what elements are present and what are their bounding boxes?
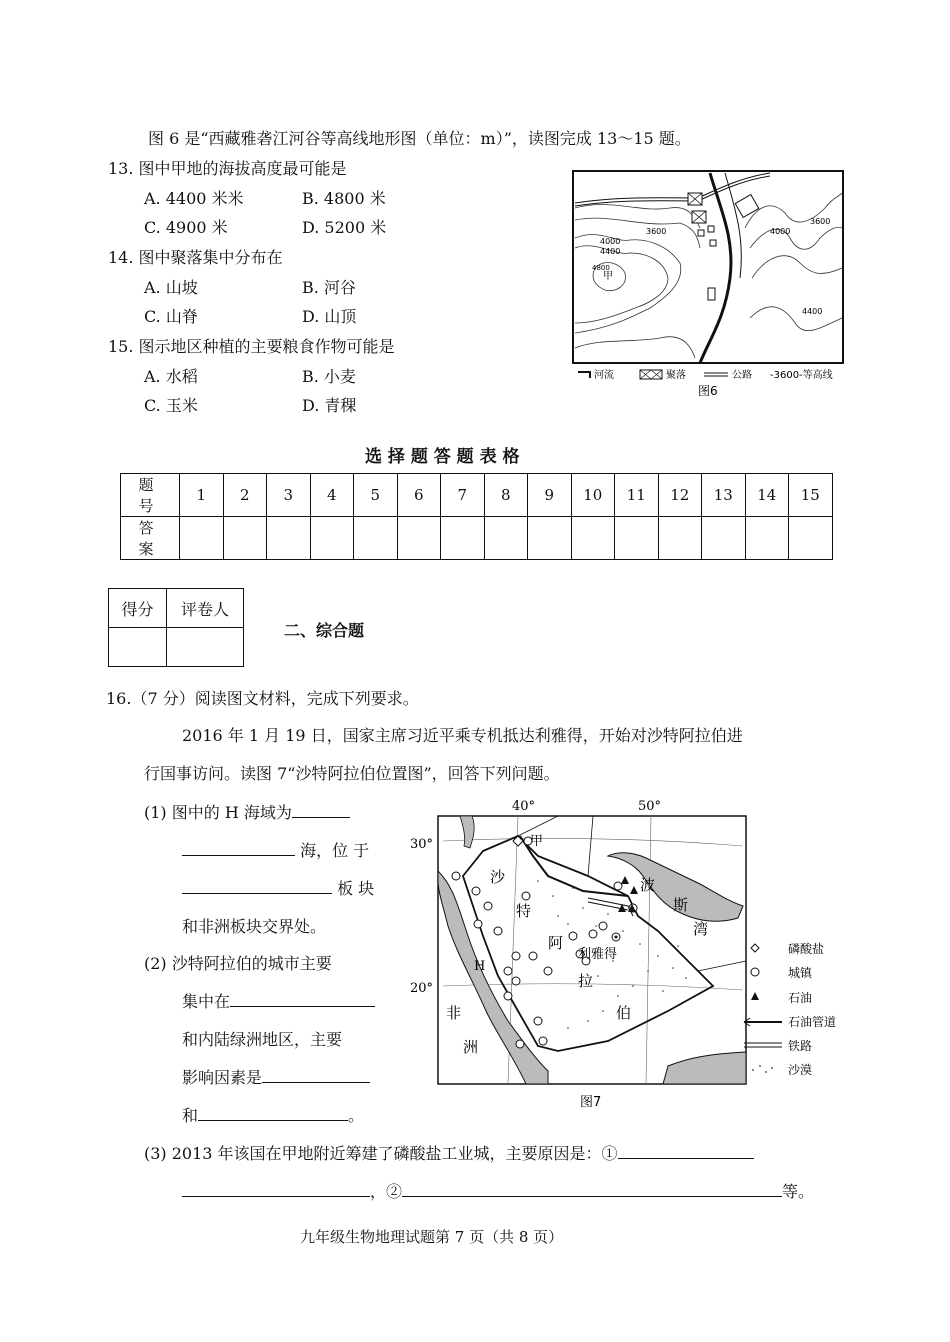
question-number-cell: 2 — [223, 474, 267, 517]
legend-road: 公路 — [732, 370, 752, 381]
legend-desert: 沙漠 — [788, 1063, 813, 1077]
grader-label: 评卷人 — [167, 589, 244, 628]
answer-cell[interactable] — [223, 517, 267, 560]
option: C. 4900 米 — [144, 218, 228, 237]
q16-part2-text: 。 — [348, 1106, 365, 1125]
q16-part2-text: (2) 沙特阿拉伯的城市主要 — [144, 954, 332, 973]
fig6-caption: 图6 — [698, 384, 718, 398]
answer-blank[interactable] — [262, 1066, 370, 1083]
q16-part2-text: 和内陆绿洲地区，主要 — [182, 1030, 343, 1049]
q16-part3-line — [182, 1179, 814, 1202]
q16-part2-text: 和 — [182, 1106, 199, 1125]
answer-cell[interactable] — [441, 517, 485, 560]
question-number-cell: 15 — [789, 474, 833, 517]
question-number-cell: 10 — [571, 474, 615, 517]
question-number-cell: 9 — [528, 474, 572, 517]
answer-blank[interactable] — [292, 801, 350, 818]
legend-railway: 铁路 — [788, 1039, 813, 1053]
lat-label: 30° — [410, 837, 434, 852]
map-label: 特 — [516, 902, 532, 920]
option: B. 河谷 — [302, 278, 356, 297]
q16-part2-line — [182, 1065, 370, 1088]
option: C. 山脊 — [144, 307, 198, 326]
map-label: 湾 — [693, 920, 709, 938]
q16-part1-text: (1) 图中的 H 海域为 — [144, 803, 292, 822]
option: A. 水稻 — [144, 367, 198, 386]
q16-part2-text: 影响因素是 — [182, 1068, 263, 1087]
answer-cell[interactable] — [702, 517, 746, 560]
q16-part2-line — [182, 989, 375, 1012]
map-label: 斯 — [673, 896, 689, 914]
option: D. 5200 米 — [302, 218, 387, 237]
map-label: 波 — [640, 876, 656, 894]
q16-part1-text: 和非洲板块交界处。 — [182, 917, 327, 936]
q16-paragraph: 2016 年 1 月 19 日，国家主席习近平乘专机抵达利雅得，开始对沙特阿拉伯进 — [182, 726, 743, 745]
fig7-saudi-map — [408, 796, 848, 1118]
answer-cell[interactable] — [267, 517, 311, 560]
map-label: 沙 — [490, 868, 506, 886]
answer-cell[interactable] — [354, 517, 398, 560]
answer-blank[interactable] — [230, 990, 375, 1007]
question-number-cell: 5 — [354, 474, 398, 517]
map-label-h: H — [474, 959, 486, 974]
score-label: 得分 — [109, 589, 167, 628]
contour-label: 3600 — [810, 217, 831, 226]
legend-oil: 石油 — [788, 991, 813, 1005]
answer-cell[interactable] — [789, 517, 833, 560]
fig7-caption: 图7 — [580, 1095, 602, 1110]
answer-cell[interactable] — [397, 517, 441, 560]
option: A. 山坡 — [144, 278, 198, 297]
question-stem: 14. 图中聚落集中分布在 — [108, 248, 283, 267]
map-label-jia: 甲 — [530, 834, 544, 849]
legend-settlement: 聚落 — [666, 370, 686, 381]
contour-label: 4400 — [600, 247, 621, 256]
page-footer: 九年级生物地理试题第 7 页（共 8 页） — [300, 1228, 564, 1246]
map-label: 伯 — [616, 1004, 632, 1022]
legend-contour: -3600-等高线 — [770, 370, 833, 381]
option: D. 青稞 — [302, 396, 357, 415]
q16-part1-text: 海，位 于 — [300, 841, 370, 860]
lat-label: 20° — [410, 981, 434, 996]
fig6-contour-map — [570, 168, 850, 398]
question-stem: 13. 图中甲地的海拔高度最可能是 — [108, 159, 347, 178]
q16-part3-text: ，② — [370, 1182, 403, 1201]
score-box — [108, 588, 244, 667]
score-cell[interactable] — [109, 628, 167, 667]
option: D. 山顶 — [302, 307, 357, 326]
answer-blank[interactable] — [182, 877, 332, 894]
legend-town: 城镇 — [788, 966, 813, 980]
question-number-cell: 13 — [702, 474, 746, 517]
map-label: 阿 — [548, 934, 564, 952]
q16-part3-line — [144, 1141, 754, 1164]
grader-cell[interactable] — [167, 628, 244, 667]
answer-cell[interactable] — [745, 517, 789, 560]
map-label: 非 — [446, 1004, 462, 1022]
q16-part1-line — [144, 800, 350, 823]
row-label-answer: 答 案 — [121, 517, 180, 560]
table-row — [121, 474, 833, 517]
answer-blank[interactable] — [182, 1180, 370, 1197]
question-number-cell: 4 — [310, 474, 354, 517]
question-number-cell: 8 — [484, 474, 528, 517]
q16-part1-line — [182, 876, 374, 899]
answer-table-title: 选 择 题 答 题 表 格 — [365, 447, 520, 467]
answer-cell[interactable] — [180, 517, 224, 560]
question-number-cell: 6 — [397, 474, 441, 517]
question-16-stem: 16.（7 分）阅读图文材料，完成下列要求。 — [106, 689, 419, 708]
contour-label: 4800 — [592, 264, 610, 272]
lon-label: 50° — [638, 799, 662, 814]
contour-label: 4400 — [802, 307, 823, 316]
legend-pipeline: 石油管道 — [788, 1015, 837, 1029]
table-row — [121, 517, 833, 560]
q16-part3-text: 等。 — [782, 1182, 815, 1201]
answer-table — [120, 473, 833, 560]
question-number-cell: 11 — [615, 474, 659, 517]
point-jia-label: 甲 — [603, 271, 613, 282]
map-label-riyadh: 利雅得 — [578, 947, 618, 962]
answer-cell[interactable] — [528, 517, 572, 560]
answer-blank[interactable] — [402, 1180, 782, 1197]
question-number-cell: 3 — [267, 474, 311, 517]
contour-label: 3600 — [646, 227, 667, 236]
q16-part1-text: 板 块 — [337, 879, 375, 898]
question-number-cell: 14 — [745, 474, 789, 517]
map-label: 洲 — [463, 1038, 479, 1056]
answer-cell[interactable] — [484, 517, 528, 560]
option: B. 4800 米 — [302, 189, 386, 208]
question-stem: 15. 图示地区种植的主要粮食作物可能是 — [108, 337, 395, 356]
question-number-cell: 7 — [441, 474, 485, 517]
option: A. 4400 米米 — [144, 189, 244, 208]
map-label: 拉 — [578, 972, 594, 990]
answer-cell[interactable] — [658, 517, 702, 560]
section-2-title: 二、综合题 — [284, 621, 365, 640]
fig6-intro: 图 6 是“西藏雅砻江河谷等高线地形图（单位：m）”，读图完成 13～15 题。 — [148, 129, 691, 148]
legend-phosphate: 磷酸盐 — [788, 942, 825, 956]
contour-label: 4000 — [600, 237, 621, 246]
lon-label: 40° — [512, 799, 536, 814]
row-label-number: 题 号 — [121, 474, 180, 517]
option: C. 玉米 — [144, 396, 198, 415]
option: B. 小麦 — [302, 367, 356, 386]
question-number-cell: 1 — [180, 474, 224, 517]
contour-label: 4000 — [770, 227, 791, 236]
answer-blank[interactable] — [182, 839, 295, 856]
q16-part2-text: 集中在 — [182, 992, 231, 1011]
q16-paragraph: 行国事访问。读图 7“沙特阿拉伯位置图”，回答下列问题。 — [144, 764, 560, 783]
answer-blank[interactable] — [198, 1104, 348, 1121]
answer-blank[interactable] — [618, 1142, 754, 1159]
q16-part1-line — [182, 838, 369, 861]
question-number-cell: 12 — [658, 474, 702, 517]
answer-cell[interactable] — [571, 517, 615, 560]
answer-cell[interactable] — [615, 517, 659, 560]
legend-river: 河流 — [594, 370, 614, 381]
q16-part2-line — [182, 1103, 364, 1126]
answer-cell[interactable] — [310, 517, 354, 560]
q16-part3-text: (3) 2013 年该国在甲地附近筹建了磷酸盐工业城，主要原因是：① — [144, 1144, 618, 1163]
